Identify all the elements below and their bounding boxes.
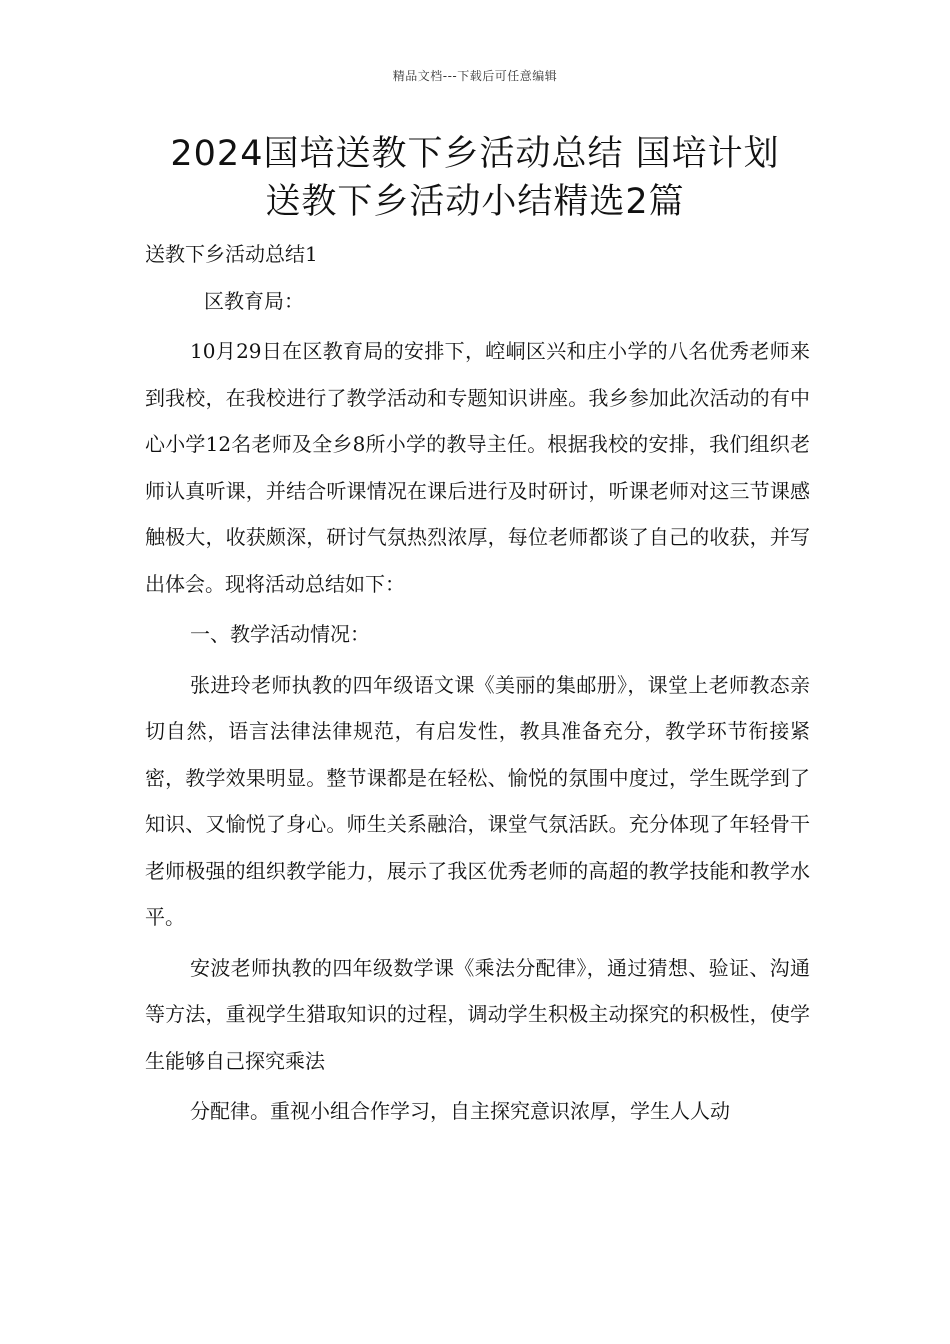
paragraph-5: 分配律。重视小组合作学习，自主探究意识浓厚，学生人人动 [190,1099,730,1123]
paragraph-1: 10月29日在区教育局的安排下，崆峒区兴和庄小学的八名优秀老师来到我校，在我校进行了教学活动和专题知识讲座。我乡参加此次活动的有中心小学12名老师及全乡8所小学的教导主任。根据我校的安排，我们组织老师认真听课，并结合听课情况在课后进行及时研讨，听课老师对这三节课感触极大，收获颇深，研讨气氛热烈浓厚，每位老师都谈了自己的收获，并写出体会。现将活动总结如下： [145,339,810,596]
document-body [145,231,810,1135]
paragraph-3: 张进玲老师执教的四年级语文课《美丽的集邮册》，课堂上老师教态亲切自然，语言法律法律规范，有启发性，教具准备充分，教学环节衔接紧密，教学效果明显。整节课都是在轻松、愉悦的氛围中度过，学生既学到了知识、又愉悦了身心。师生关系融洽，课堂气氛活跃。充分体现了年轻骨干老师极强的组织教学能力，展示了我区优秀老师的高超的教学技能和教学水平。 [145,672,810,929]
title-line-1: 2024国培送教下乡活动总结 国培计划 [170,134,780,174]
salutation: 区教育局： [204,288,304,313]
section-label: 送教下乡活动总结1 [145,242,318,266]
paragraph-4: 安波老师执教的四年级数学课《乘法分配律》，通过猜想、验证、沟通等方法，重视学生猎取知识的过程，调动学生积极主动探究的积极性，使学生能够自己探究乘法 [145,955,810,1073]
title-line-2: 送教下乡活动小结精选2篇 [265,182,685,222]
paragraph-2: 一、教学活动情况： [190,622,370,646]
header-note: 精品文档---下载后可任意编辑 [392,69,558,83]
document-title [60,130,890,226]
